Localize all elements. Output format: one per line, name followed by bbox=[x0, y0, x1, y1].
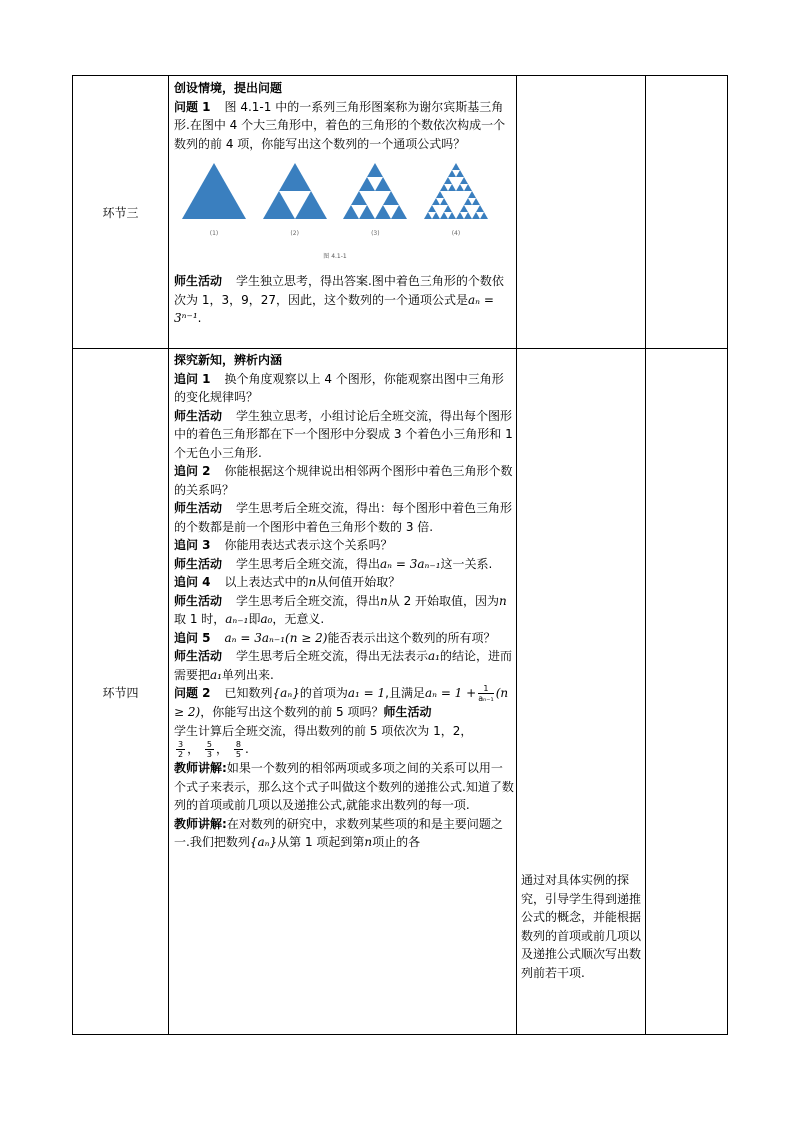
activity-4-text: 即 bbox=[248, 612, 261, 626]
fraction-denominator: 2 bbox=[178, 750, 184, 759]
activity-5-text: 单列出来. bbox=[221, 667, 274, 682]
followup-3-label: 追问 3 bbox=[174, 538, 211, 552]
triangle-image bbox=[261, 161, 329, 221]
activity-text: 学生独立思考，得出答案.图中着色三角形的个数依次为 1，3，9，27，因此，这个数列的一个通项公式是 bbox=[174, 274, 504, 307]
followup-2-label: 追问 2 bbox=[174, 464, 211, 478]
followup-5-text: 能否表示出这个数列的所有项？ bbox=[327, 630, 496, 645]
term-formula: a₀ bbox=[260, 612, 273, 626]
followup-1-label: 追问 1 bbox=[174, 371, 211, 386]
sierpinski-figure bbox=[180, 161, 490, 244]
sierpinski-stage-4 bbox=[422, 161, 490, 244]
question-2-text: 的首项为 bbox=[299, 686, 348, 700]
section-4-heading: 探究新知，辨析内涵 bbox=[174, 353, 283, 367]
column-divider bbox=[168, 76, 169, 1034]
followup-4-text: 以上表达式中的 bbox=[224, 575, 309, 589]
followup-2-text: 你能根据这个规律说出相邻两个图形中着色三角形个数的关系吗？ bbox=[174, 464, 513, 497]
term-formula: aₙ₋₁ bbox=[225, 612, 249, 626]
triangle-image bbox=[341, 161, 409, 221]
row-divider bbox=[73, 348, 727, 349]
sequence-symbol: {aₙ} bbox=[272, 686, 300, 700]
followup-4-label: 追问 4 bbox=[174, 575, 211, 589]
question-2-text: ,且满足 bbox=[385, 686, 425, 700]
figure-caption: (1) bbox=[209, 230, 219, 237]
activity-3-text-end: 这一关系. bbox=[440, 556, 493, 571]
fraction-numerator: 3 bbox=[178, 740, 184, 749]
activity-4-text: ，无意义. bbox=[272, 612, 325, 626]
figure-caption: (3) bbox=[371, 230, 380, 237]
teacher-explanation-label: 教师讲解: bbox=[174, 761, 227, 775]
punctuation: . bbox=[197, 311, 202, 325]
lesson-table bbox=[72, 75, 728, 1035]
activity-1-text: 学生独立思考，小组讨论后全班交流，得出每个图形中的着色三角形都在下一个图形中分裂成 3 个着色小三角形和 1 个无色小三角形. bbox=[174, 408, 513, 460]
fraction bbox=[176, 740, 185, 759]
activity-2-label: 师生活动 bbox=[174, 501, 223, 515]
teacher-explanation-text: 项止的各 bbox=[372, 835, 421, 849]
followup-1-text: 换个角度观察以上 4 个图形，你能观察出图中三角形的变化规律吗？ bbox=[174, 371, 504, 404]
question-2-text: 已知数列 bbox=[224, 686, 273, 700]
variable-n: n bbox=[364, 835, 373, 849]
section-3-heading: 创设情境，提出问题 bbox=[174, 81, 283, 95]
question-1-label: 问题 1 bbox=[174, 99, 211, 114]
activity-4-text: 学生思考后全班交流，得出 bbox=[236, 593, 381, 608]
teacher-explanation-label: 教师讲解: bbox=[174, 816, 227, 831]
activity-label: 师生活动 bbox=[383, 705, 432, 719]
question-2-label: 问题 2 bbox=[174, 686, 211, 700]
activity-3-text: 学生思考后全班交流，得出 bbox=[236, 556, 381, 571]
fraction-denominator: aₙ₋₁ bbox=[478, 694, 494, 703]
condition: (n ≥ 2) bbox=[174, 686, 509, 719]
column-divider bbox=[516, 76, 517, 1034]
recurrence-formula: aₙ = 1 + bbox=[424, 686, 477, 700]
followup-3-text: 你能用表达式表示这个关系吗？ bbox=[224, 538, 393, 552]
activity-5-text: 的结论，进而需要把 bbox=[174, 649, 513, 682]
question-2-text: ，你能写出这个数列的前 5 项吗？ bbox=[200, 705, 384, 719]
activity-5-label: 师生活动 bbox=[174, 649, 223, 663]
fraction bbox=[234, 740, 243, 759]
question-2-activity-text: 学生计算后全班交流，得出数列的前 5 项依次为 1，2， bbox=[174, 723, 473, 738]
figure-title: 图 4.1-1 bbox=[323, 252, 347, 260]
activity-2-text: 学生思考后全班交流，得出：每个图形中着色三角形的个数都是前一个图形中着色三角形个数的 3 倍. bbox=[174, 501, 513, 534]
triangle-image bbox=[180, 161, 248, 221]
fraction bbox=[478, 684, 494, 703]
design-intent-note: 通过对具体实例的探究，引导学生得到递推公式的概念，并能根据数列的首项或前几项以及递推公式顺次写出数列前若干项. bbox=[521, 873, 642, 980]
variable-n: n bbox=[308, 575, 317, 589]
first-term-formula: a₁ = 1 bbox=[347, 686, 386, 700]
figure-caption: (2) bbox=[290, 230, 299, 237]
sierpinski-stage-1 bbox=[180, 161, 248, 244]
term-formula: a₁ bbox=[428, 649, 440, 663]
followup-5-label: 追问 5 bbox=[174, 630, 211, 645]
fraction-numerator: 8 bbox=[235, 740, 241, 749]
activity-1-label: 师生活动 bbox=[174, 408, 223, 423]
figure-caption: (4) bbox=[451, 230, 461, 237]
column-divider bbox=[645, 76, 646, 1034]
question-1-text: 图 4.1-1 中的一系列三角形图案称为谢尔宾斯基三角形.在图中 4 个大三角形中，着色的三角形的个数依次构成一个数列的前 4 项，你能写出这个数列的一个通项公式吗？ bbox=[174, 99, 506, 151]
sierpinski-stage-3 bbox=[341, 161, 409, 244]
fraction-numerator: 5 bbox=[206, 740, 213, 749]
fraction-denominator: 3 bbox=[206, 750, 213, 759]
fraction bbox=[205, 740, 214, 759]
variable-n: n bbox=[499, 593, 507, 608]
teacher-explanation-text: 如果一个数列的相邻两项或多项之间的关系可以用一个式子来表示，那么这个式子叫做这个数列的递推公式.知道了数列的首项或前几项以及递推公式,就能求出数列的每一项. bbox=[174, 761, 514, 812]
general-term-formula: aₙ = 3ⁿ⁻¹ bbox=[174, 292, 494, 325]
teacher-explanation-text: 从第 1 项起到第 bbox=[277, 835, 365, 849]
followup-4-text-end: 从何值开始取？ bbox=[316, 575, 401, 589]
activity-4-label: 师生活动 bbox=[174, 593, 223, 608]
activity-4-text: 取 1 时， bbox=[174, 612, 226, 626]
fraction-denominator: 5 bbox=[235, 750, 241, 759]
fraction-numerator: 1 bbox=[478, 684, 494, 694]
variable-n: n bbox=[380, 593, 388, 608]
row-label-section-3: 环节三 bbox=[102, 206, 139, 220]
section-3-content bbox=[174, 79, 514, 328]
term-formula: a₁ bbox=[210, 667, 222, 682]
row-label-section-4: 环节四 bbox=[102, 686, 139, 700]
activity-label: 师生活动 bbox=[174, 274, 223, 288]
activity-3-label: 师生活动 bbox=[174, 556, 223, 571]
recurrence-formula: aₙ = 3aₙ₋₁(n ≥ 2) bbox=[224, 630, 328, 645]
recurrence-formula: aₙ = 3aₙ₋₁ bbox=[380, 556, 441, 571]
sierpinski-stage-2 bbox=[261, 161, 329, 244]
activity-5-text: 学生思考后全班交流，得出无法表示 bbox=[236, 649, 429, 663]
section-4-content: 探究新知，辨析内涵 追问 1 换个角度观察以上 4 个图形，你能观察出图中三角形的变化规律吗？ 师生活动 学生独立思考，小组讨论后全班交流，得出每个图形中的着色三角形都在下一个图形中分裂成 3 个着色小三角形和 1 个无色小三角形. 追问 2 你能根据这个规律说出相邻两个图形中着色三角形个数的关系吗？ 师生活动 学生思考后全班交流，得出：每个图形中着色三角形的个数都是前一个图形中着色三角形个数的 3 倍. 追问 3 你能用表达式表示这个关系吗？ 师生活动 学生思考后全班交流，得出aₙ = 3aₙ₋₁这一关系. 追问 4 以上表达式中的n从何值开始取？ 师生活动 学生思考后全班交流，得出n从 2 开始取值，因为n取 1 时，aₙ₋₁即a₀，无意义. 追问 5 aₙ = 3aₙ₋₁(n ≥ 2)能否表示出这个数列的所有项？ 师生活动 学生思考后全班交流，得出无法表示a₁的结论，进而需要把a₁单列出来. 问题 2 已知数列{aₙ}的首项为a₁ = 1,且满足aₙ = 1 + $\frac{1}{\text{aₙ₋₁}}$ (n ≥ 2)，你能写出这个数列的前 5 项吗？师生活动 学生计算后全班交流，得出数列的前 5 项依次为 1，2， $\frac{3}{2}$ ， $\frac{5}{3}$ ， $\frac{8}{5}$ . 教师讲解:如果一个数列的相邻两项或多项之间的关系可以用一个式子来表示，那么这个式子叫做这个数列的递推公式.知道了数列的首项或前几项以及递推公式,就能求出数列的每一项. 教师讲解:在对数列的研究中，求数列某些项的和是主要问题之一.我们把数列{aₙ}从第 1 项起到第n项止的各 bbox=[174, 353, 514, 849]
sequence-symbol: {aₙ} bbox=[249, 835, 278, 849]
triangle-image bbox=[422, 161, 490, 221]
teacher-explanation-text: 在对数列的研究中，求数列某些项的和是主要问题之一.我们把数列 bbox=[174, 816, 503, 849]
activity-4-text: 从 2 开始取值，因为 bbox=[387, 593, 500, 608]
